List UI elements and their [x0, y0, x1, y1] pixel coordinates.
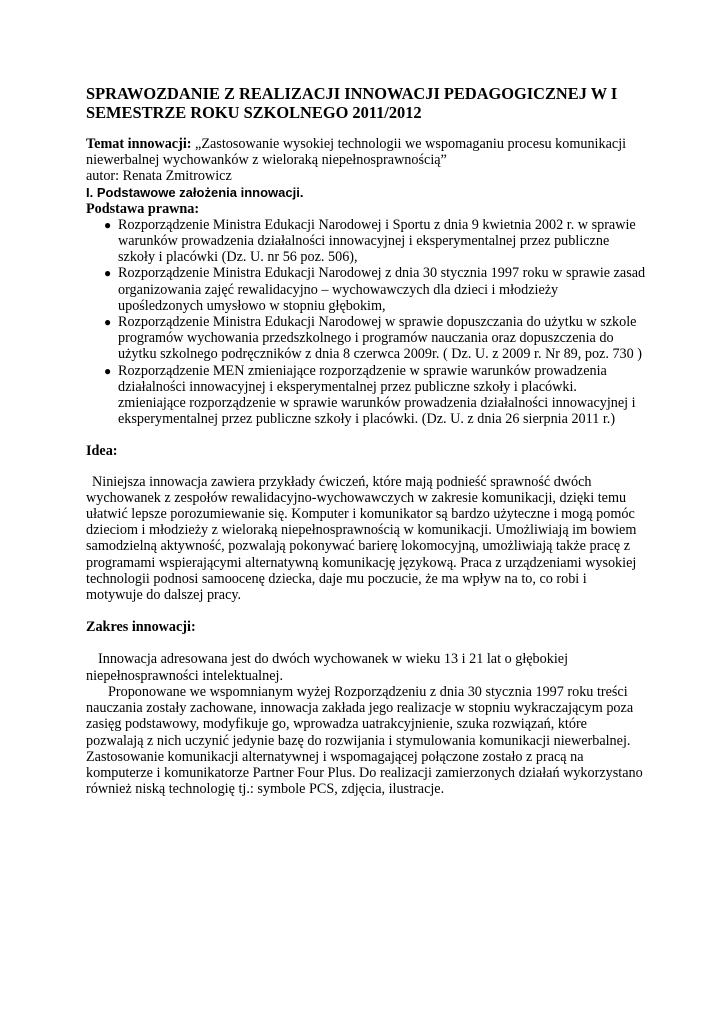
- section1-heading: I. Podstawowe założenia innowacji.: [86, 184, 304, 200]
- list-item: [86, 265, 646, 314]
- list-item-text: Rozporządzenie Ministra Edukacji Narodowej i Sportu z dnia 9 kwietnia 2002 r. w sprawie warunków prowadzenia działalności innowacyjnej i eksperymentalnej przez publiczne szkoły i placówki (Dz. U. nr 56 poz. 506),: [118, 216, 636, 266]
- list-item-text: Rozporządzenie Ministra Edukacji Narodowej w sprawie dopuszczania do użytku w szkole programów wychowania przedszkolnego i programów nauczania oraz dopuszczenia do użytku szkolnego podręczników z dnia 8 czerwca 2009r. ( Dz. U. z 2009 r. Nr 89, poz. 730 ): [118, 314, 642, 363]
- spacer: [86, 603, 646, 619]
- bullet-icon: ●: [104, 266, 112, 281]
- idea-heading: Idea:: [86, 443, 118, 460]
- bullet-icon: ●: [104, 363, 112, 378]
- author-line: autor: Renata Zmitrowicz: [86, 168, 232, 185]
- topic-label: Temat innowacji:: [86, 136, 192, 152]
- topic-text: „Zastosowanie wysokiej technologii we wspomaganiu procesu komunikacji niewerbalnej wychowanków z wieloraką niepełnosprawnością”: [86, 136, 627, 169]
- list-item-text: Rozporządzenie Ministra Edukacji Narodowej z dnia 30 stycznia 1997 roku w sprawie zasad organizowania zajęć rewalidacyjno – wychowawczych dla dzieci i młodzieży upośledzonych umysłowo w stopniu głębokim,: [118, 265, 646, 314]
- document-title: SPRAWOZDANIE Z REALIZACJI INNOWACJI PEDAGOGICZNEJ W I SEMESTRZE ROKU SZKOLNEGO 2011/2012: [86, 84, 618, 122]
- bullet-icon: ●: [104, 315, 112, 330]
- list-item: [86, 363, 646, 428]
- bullet-icon: ●: [104, 217, 112, 232]
- spacer: [86, 460, 646, 474]
- list-item: [86, 314, 646, 363]
- scope-paragraph-2: Proponowane we wspomnianym wyżej Rozporządzeniu z dnia 30 stycznia 1997 roku treści nauczania zostały zachowane, innowacja zakłada jego realizacje w stopniu wykraczającym poza zasięg podstawowy, modyfikuje go, wprowadza uatrakcyjnienie, szuka rozwiązań, które pozwalają z nich uczynić jedynie bazę do rozwijania i stymulowania komunikacji niewerbalnej. Zastosowanie komunikacji alternatywnej i wspomagającej połączone zostało z pracą na komputerze i komunikatorze Partner Four Plus. Do realizacji zamierzonych działań wykorzystano również niską technologię tj.: symbole PCS, zdjęcia, ilustracje.: [86, 683, 643, 798]
- spacer: [86, 427, 646, 443]
- scope-heading: Zakres innowacji:: [86, 619, 196, 636]
- scope-paragraph-1: Innowacja adresowana jest do dwóch wychowanek w wieku 13 i 21 lat o głębokiej niepełnosprawności intelektualnej.: [86, 651, 569, 684]
- idea-paragraph: Niniejsza innowacja zawiera przykłady ćwiczeń, które mają podnieść sprawność dwóch wychowanek z zespołów rewalidacyjno-wychowawczych w zakresie komunikacji, dzięki temu ułatwić lepsze porozumiewanie się. Komputer i komunikator są bardzo użyteczne i mogą pomóc dzieciom i młodzieży z wieloraką niepełnosprawnością w komunikacji. Umożliwiają im bowiem samodzielną aktywność, pozwalają pokonywać barierę lokomocyjną, umożliwiają także pracę z programami wspierającymi alternatywną komunikację językową. Praca z urządzeniami wysokiej technologii podnosi samoocenę dziecka, daje mu poczucie, że ma wpływ na to, co robi i motywuje do dalszej pracy.: [86, 473, 637, 604]
- legal-basis-heading: Podstawa prawna:: [86, 200, 200, 217]
- document-page: [86, 84, 646, 797]
- legal-basis-list: [86, 217, 646, 428]
- list-item: [86, 217, 646, 266]
- list-item-text: Rozporządzenie MEN zmieniające rozporządzenie w sprawie warunków prowadzenia działalności innowacyjnej i eksperymentalnej przez publiczne szkoły i placówki. zmieniające rozporządzenie w sprawie warunków prowadzenia działalności innowacyjnej i eksperymentalnej przez publiczne szkoły i placówki. (Dz. U. z dnia 26 sierpnia 2011 r.): [118, 362, 636, 428]
- topic-paragraph: [86, 136, 646, 168]
- spacer: [86, 635, 646, 651]
